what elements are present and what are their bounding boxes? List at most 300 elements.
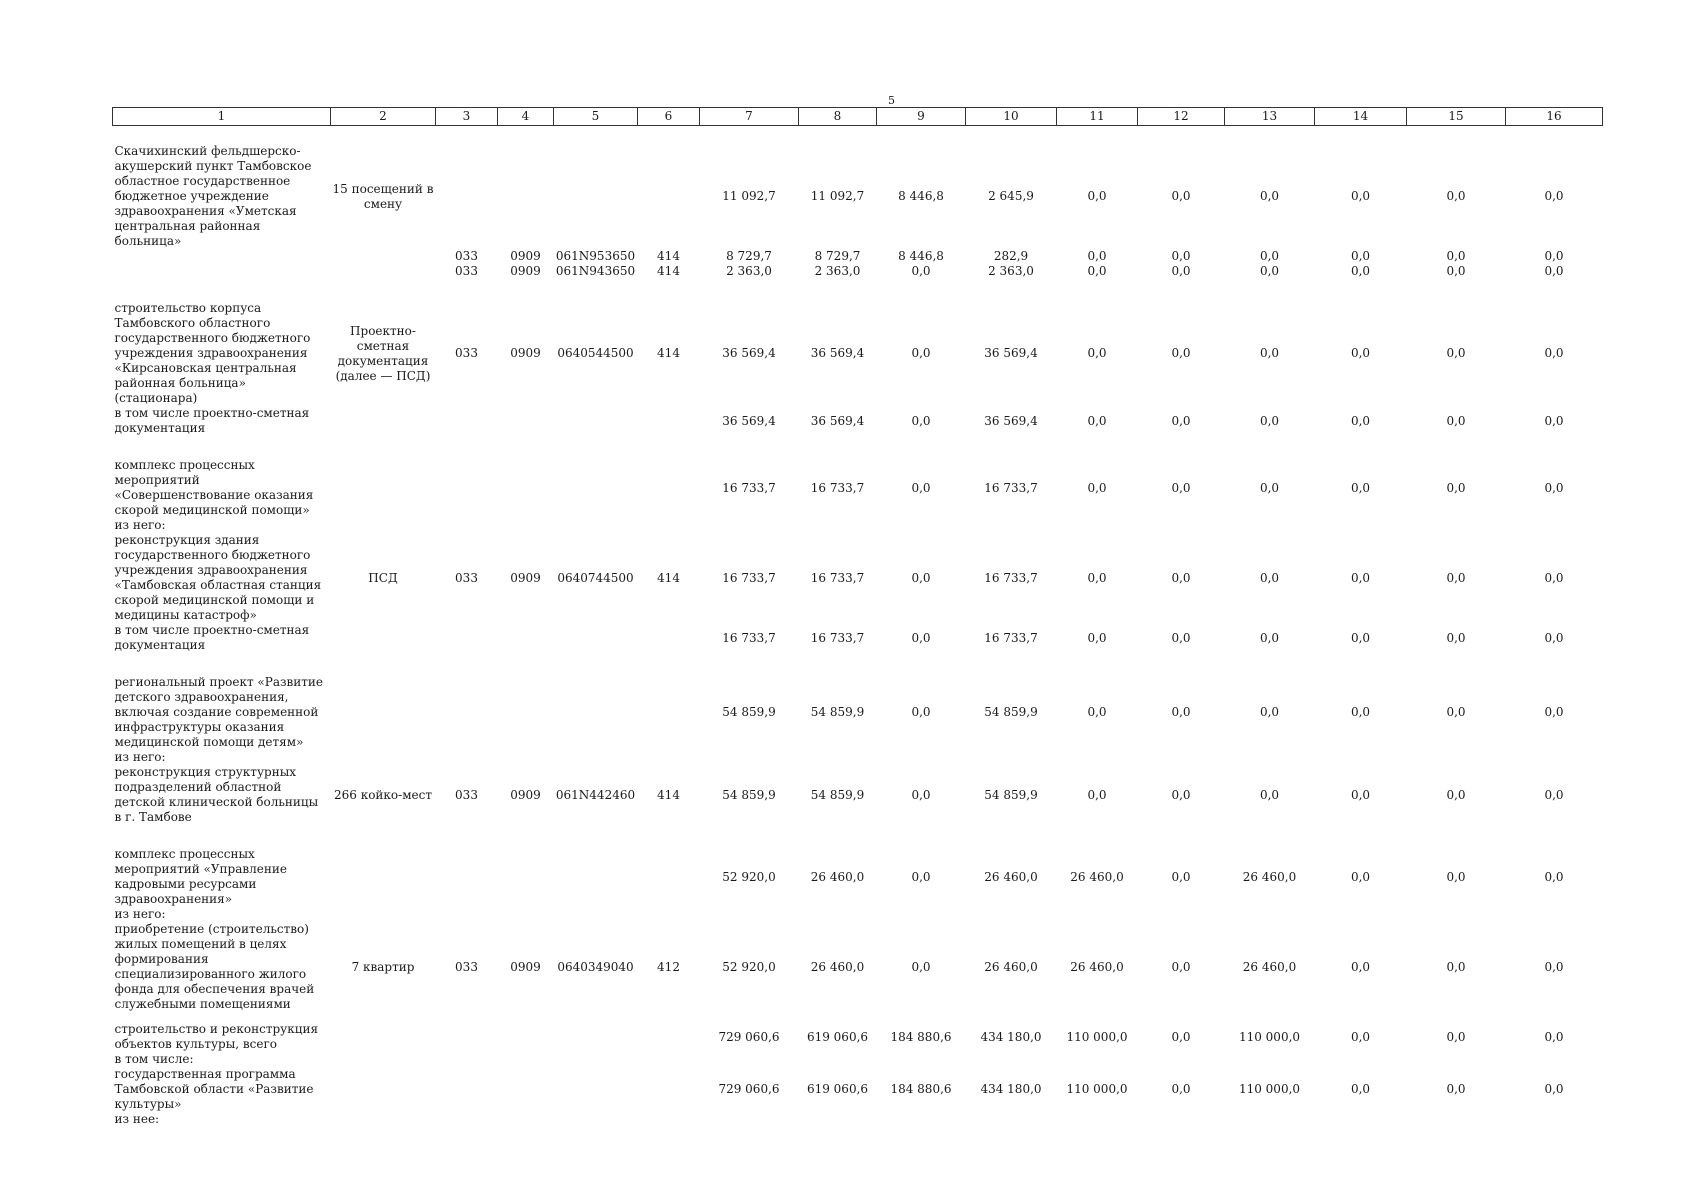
table-cell-col-15: 0,0 [1446, 787, 1466, 802]
table-cell-col-16 [1506, 750, 1603, 765]
table-row [113, 847, 1603, 907]
table-cell-col-12 [1138, 1052, 1225, 1067]
table-cell-col-3: 033 [455, 959, 478, 974]
table-cell-col-15 [1407, 750, 1506, 765]
table-cell-col-10 [966, 907, 1057, 922]
table-cell-col-12: 0,0 [1171, 1029, 1191, 1044]
column-header-1: 1 [113, 108, 331, 126]
table-cell-col-4: 0909 [510, 249, 541, 263]
table-cell-col-16: 0,0 [1544, 1029, 1564, 1044]
table-cell-col-15: 0,0 [1446, 346, 1466, 360]
table-cell-col-3: 033 [455, 787, 478, 802]
table-cell-col-7 [700, 518, 799, 533]
table-row [113, 765, 1603, 825]
table-cell-col-8: 54 859,9 [810, 787, 865, 802]
table-cell-col-13 [1225, 907, 1315, 922]
table-cell-col-16: 0,0 [1544, 249, 1564, 263]
row-label: в том числе: [114, 1052, 194, 1066]
table-cell-col-6 [638, 623, 700, 653]
row-spacer [113, 436, 1603, 458]
table-cell-col-10: 36 569,4 [984, 346, 1038, 360]
table-cell-col-16: 0,0 [1544, 630, 1564, 645]
table-cell-col-3 [436, 406, 498, 436]
table-cell-col-16: 0,0 [1544, 570, 1564, 585]
table-cell-col-13: 0,0 [1259, 189, 1280, 203]
table-cell-col-6 [638, 1052, 700, 1067]
table-cell-col-11 [1057, 1052, 1138, 1067]
table-cell-col-14: 0,0 [1350, 570, 1371, 585]
table-cell-col-7: 11 092,7 [722, 189, 776, 203]
table-cell-col-10 [966, 1112, 1057, 1127]
table-cell-col-7: 52 920,0 [722, 869, 776, 884]
table-cell-col-9 [877, 1112, 966, 1127]
table-cell-col-8 [799, 907, 877, 922]
table-cell-col-15: 0,0 [1446, 480, 1466, 495]
table-cell-col-14: 0,0 [1350, 346, 1371, 360]
table-cell-col-9: 0,0 [911, 787, 931, 802]
table-cell-col-9: 8 446,8 [898, 249, 944, 263]
table-cell-col-8: 11 092,7 [810, 189, 865, 203]
table-cell-col-10: 54 859,9 [984, 705, 1038, 719]
table-cell-col-14: 0,0 [1350, 959, 1371, 974]
table-cell-col-4 [498, 675, 554, 750]
table-cell-col-7: 16 733,7 [722, 480, 776, 495]
table-cell-col-4 [498, 750, 554, 765]
table-cell-col-12 [1138, 750, 1225, 765]
row-label: из него: [114, 750, 166, 764]
table-cell-col-14: 0,0 [1350, 869, 1371, 884]
row-spacer-cell [113, 436, 1603, 458]
column-header-11: 11 [1057, 108, 1138, 126]
table-cell-col-6: 414 [657, 264, 680, 278]
table-cell-col-5: 0640544500 [557, 346, 634, 360]
table-cell-col-8: 8 729,7 [814, 249, 861, 263]
table-cell-col-8 [799, 1052, 877, 1067]
table-cell-col-2 [331, 750, 436, 765]
table-cell-col-16: 0,0 [1544, 705, 1564, 719]
table-cell-col-12: 0,0 [1171, 1082, 1191, 1096]
table-row [113, 907, 1603, 922]
table-cell-col-4: 0909 [510, 264, 541, 278]
table-cell-col-13: 0,0 [1259, 249, 1280, 263]
table-cell-col-12: 0,0 [1171, 787, 1191, 802]
row-label: региональный проект «Развитие детского здравоохранения, включая создание современной инфраструктуры оказания медицинской помощи детям» [114, 675, 324, 749]
table-row [113, 249, 1603, 264]
table-cell-col-10: 16 733,7 [984, 570, 1038, 585]
table-cell-col-15 [1407, 907, 1506, 922]
table-cell-col-15 [1407, 518, 1506, 533]
table-cell-col-5 [554, 518, 638, 533]
table-cell-col-3 [436, 518, 498, 533]
table-cell-col-2 [331, 249, 436, 264]
table-cell-col-8: 54 859,9 [810, 705, 865, 719]
table-cell-col-7: 16 733,7 [722, 570, 776, 585]
table-cell-col-14: 0,0 [1350, 413, 1371, 428]
table-cell-col-10: 36 569,4 [984, 413, 1038, 428]
table-cell-col-2 [331, 458, 436, 518]
table-cell-col-15: 0,0 [1446, 413, 1466, 428]
table-row [113, 301, 1603, 406]
table-cell-col-2: Проектно-сметная документация (далее — ПСД) [335, 323, 431, 383]
table-cell-col-9: 0,0 [911, 346, 931, 360]
column-header-4: 4 [498, 108, 554, 126]
table-row [113, 518, 1603, 533]
table-cell-col-11: 0,0 [1087, 264, 1107, 278]
table-cell-col-13: 0,0 [1259, 346, 1280, 360]
row-label: государственная программа Тамбовской области «Развитие культуры» [114, 1067, 314, 1111]
table-cell-col-12: 0,0 [1171, 264, 1191, 278]
table-cell-col-11 [1057, 907, 1138, 922]
table-cell-col-9: 0,0 [911, 413, 931, 428]
table-row [113, 675, 1603, 750]
table-cell-col-14: 0,0 [1350, 787, 1371, 802]
row-spacer [113, 653, 1603, 675]
budget-table [112, 107, 1603, 1127]
table-cell-col-6 [638, 458, 700, 518]
table-cell-col-9: 0,0 [911, 959, 931, 974]
table-cell-col-15: 0,0 [1446, 189, 1466, 203]
table-cell-col-12 [1138, 518, 1225, 533]
row-label: приобретение (строительство) жилых помещений в целях формирования специализированного жилого фонда для обеспечения врачей служебными помещениями [114, 922, 315, 1011]
table-cell-col-13: 0,0 [1259, 787, 1280, 802]
table-cell-col-9: 184 880,6 [890, 1029, 952, 1044]
table-cell-col-7 [700, 1112, 799, 1127]
table-cell-col-2 [331, 1052, 436, 1067]
table-cell-col-5 [554, 675, 638, 750]
table-cell-col-5 [554, 144, 638, 249]
table-cell-col-16: 0,0 [1544, 264, 1564, 278]
row-label [113, 264, 331, 279]
table-cell-col-16: 0,0 [1544, 480, 1564, 495]
table-cell-col-15: 0,0 [1446, 1082, 1466, 1096]
table-cell-col-4: 0909 [510, 787, 541, 802]
row-label: из него: [114, 907, 166, 921]
table-cell-col-14: 0,0 [1350, 249, 1371, 263]
table-cell-col-5: 061N442460 [555, 787, 636, 802]
table-cell-col-8: 16 733,7 [810, 480, 865, 495]
row-label: в том числе проектно-сметная документация [114, 406, 310, 435]
table-cell-col-13: 110 000,0 [1238, 1029, 1301, 1044]
table-cell-col-11: 0,0 [1087, 705, 1107, 719]
row-spacer [113, 279, 1603, 301]
table-cell-col-16 [1506, 907, 1603, 922]
table-cell-col-5 [554, 847, 638, 907]
table-cell-col-13: 26 460,0 [1242, 869, 1297, 884]
table-cell-col-2 [331, 907, 436, 922]
row-label: из него: [114, 518, 166, 532]
table-cell-col-15 [1407, 1052, 1506, 1067]
table-cell-col-12: 0,0 [1171, 869, 1191, 884]
row-label: строительство корпуса Тамбовского областного государственного бюджетного учреждения здравоохранения «Кирсановская центральная районная больница» (стационара) [114, 301, 311, 405]
table-row [113, 1067, 1603, 1112]
row-spacer [113, 126, 1603, 145]
table-cell-col-8 [799, 518, 877, 533]
table-cell-col-5 [554, 1052, 638, 1067]
table-cell-col-5 [554, 750, 638, 765]
table-cell-col-9: 0,0 [911, 264, 931, 278]
table-cell-col-9 [877, 750, 966, 765]
table-cell-col-6: 414 [657, 570, 680, 585]
table-row [113, 458, 1603, 518]
table-cell-col-9: 0,0 [911, 570, 931, 585]
column-header-12: 12 [1138, 108, 1225, 126]
table-cell-col-14 [1315, 1052, 1407, 1067]
table-cell-col-8 [799, 750, 877, 765]
column-number-header [113, 108, 1603, 126]
table-cell-col-12 [1138, 1112, 1225, 1127]
row-spacer [113, 825, 1603, 847]
table-cell-col-10: 434 180,0 [980, 1082, 1042, 1096]
table-cell-col-12: 0,0 [1171, 189, 1191, 203]
table-cell-col-16 [1506, 518, 1603, 533]
table-cell-col-6 [638, 750, 700, 765]
table-cell-col-3 [436, 1052, 498, 1067]
table-cell-col-13: 0,0 [1259, 264, 1280, 278]
table-cell-col-6 [638, 1067, 700, 1112]
table-cell-col-16: 0,0 [1544, 346, 1564, 360]
table-cell-col-13: 0,0 [1259, 413, 1280, 428]
table-cell-col-3: 033 [455, 249, 478, 263]
table-cell-col-13: 110 000,0 [1238, 1082, 1301, 1096]
table-cell-col-7 [700, 907, 799, 922]
table-cell-col-14: 0,0 [1350, 705, 1371, 719]
table-cell-col-6: 414 [657, 346, 680, 360]
table-cell-col-14: 0,0 [1350, 264, 1371, 278]
table-cell-col-15: 0,0 [1446, 869, 1466, 884]
row-spacer-cell [113, 825, 1603, 847]
table-cell-col-16: 0,0 [1544, 869, 1564, 884]
table-cell-col-12: 0,0 [1171, 705, 1191, 719]
table-cell-col-4 [498, 907, 554, 922]
table-cell-col-15: 0,0 [1446, 630, 1466, 645]
table-cell-col-12: 0,0 [1171, 959, 1191, 974]
table-row [113, 533, 1603, 623]
table-row [113, 144, 1603, 249]
table-cell-col-14: 0,0 [1350, 189, 1371, 203]
column-header-14: 14 [1315, 108, 1407, 126]
table-cell-col-15: 0,0 [1446, 570, 1466, 585]
table-cell-col-6 [638, 675, 700, 750]
table-cell-col-13 [1225, 750, 1315, 765]
row-label: Скачихинский фельдшерско-акушерский пункт Тамбовское областное государственное бюджетное учреждение здравоохранения «Уметская центральная районная больница» [114, 144, 312, 248]
table-cell-col-5: 061N943650 [555, 264, 636, 278]
table-cell-col-12: 0,0 [1171, 480, 1191, 495]
table-cell-col-10: 2 645,9 [988, 189, 1034, 203]
column-header-2: 2 [331, 108, 436, 126]
table-cell-col-14 [1315, 518, 1407, 533]
table-cell-col-12: 0,0 [1171, 630, 1191, 645]
table-cell-col-11 [1057, 518, 1138, 533]
column-header-16: 16 [1506, 108, 1603, 126]
table-row [113, 406, 1603, 436]
table-row [113, 264, 1603, 279]
table-cell-col-5: 0640349040 [557, 959, 634, 974]
table-cell-col-4: 0909 [510, 346, 541, 360]
table-cell-col-11: 26 460,0 [1070, 959, 1124, 974]
table-cell-col-16: 0,0 [1544, 413, 1564, 428]
table-body [113, 126, 1603, 1128]
row-label [113, 249, 331, 264]
table-cell-col-13: 0,0 [1259, 705, 1280, 719]
table-cell-col-9: 0,0 [911, 630, 931, 645]
table-cell-col-11: 0,0 [1087, 413, 1107, 428]
table-cell-col-9: 0,0 [911, 480, 931, 495]
table-cell-col-13: 0,0 [1259, 630, 1280, 645]
table-cell-col-16: 0,0 [1544, 787, 1564, 802]
table-cell-col-2 [331, 1022, 436, 1052]
table-cell-col-6: 412 [657, 959, 680, 974]
table-cell-col-4 [498, 1052, 554, 1067]
table-cell-col-4 [498, 458, 554, 518]
table-cell-col-11: 0,0 [1087, 346, 1107, 360]
row-label: реконструкция здания государственного бюджетного учреждения здравоохранения «Тамбовская областная станция скорой медицинской помощи и медицины катастроф» [114, 533, 322, 622]
table-cell-col-9: 0,0 [911, 869, 931, 884]
table-cell-col-2 [331, 623, 436, 653]
table-cell-col-3 [436, 847, 498, 907]
table-cell-col-13: 26 460,0 [1242, 959, 1297, 974]
table-cell-col-4 [498, 406, 554, 436]
table-cell-col-11: 0,0 [1087, 249, 1107, 263]
column-header-15: 15 [1407, 108, 1506, 126]
table-cell-col-11: 110 000,0 [1066, 1029, 1128, 1044]
table-cell-col-3 [436, 675, 498, 750]
table-cell-col-13 [1225, 1052, 1315, 1067]
table-cell-col-8: 16 733,7 [810, 630, 865, 645]
table-cell-col-11 [1057, 1112, 1138, 1127]
table-row [113, 750, 1603, 765]
table-cell-col-3: 033 [455, 264, 478, 278]
table-cell-col-15: 0,0 [1446, 1029, 1466, 1044]
table-cell-col-16: 0,0 [1544, 959, 1564, 974]
table-row [113, 1112, 1603, 1127]
table-cell-col-6 [638, 847, 700, 907]
row-label: комплекс процессных мероприятий «Управление кадровыми ресурсами здравоохранения» [114, 847, 287, 906]
table-cell-col-8: 16 733,7 [810, 570, 865, 585]
row-label: в том числе проектно-сметная документация [114, 623, 310, 652]
table-cell-col-4 [498, 1067, 554, 1112]
table-cell-col-6 [638, 907, 700, 922]
table-row [113, 1052, 1603, 1067]
table-cell-col-14 [1315, 907, 1407, 922]
table-cell-col-10: 26 460,0 [984, 959, 1038, 974]
table-cell-col-10 [966, 518, 1057, 533]
table-row [113, 1022, 1603, 1052]
table-cell-col-8: 36 569,4 [810, 413, 865, 428]
table-cell-col-2: ПСД [368, 570, 398, 585]
table-cell-col-11: 0,0 [1087, 570, 1107, 585]
table-cell-col-10: 282,9 [993, 249, 1029, 263]
table-cell-col-5 [554, 458, 638, 518]
table-cell-col-2 [331, 406, 436, 436]
table-cell-col-7: 729 060,6 [718, 1082, 780, 1096]
table-cell-col-13 [1225, 518, 1315, 533]
column-header-9: 9 [877, 108, 966, 126]
table-cell-col-8: 619 060,6 [806, 1082, 869, 1096]
header-row [113, 108, 1603, 126]
table-cell-col-12: 0,0 [1171, 570, 1191, 585]
table-cell-col-14: 0,0 [1350, 1082, 1371, 1096]
column-header-10: 10 [966, 108, 1057, 126]
row-spacer-cell [113, 653, 1603, 675]
table-cell-col-4 [498, 144, 554, 249]
table-cell-col-9 [877, 518, 966, 533]
table-cell-col-2 [331, 264, 436, 279]
table-cell-col-11: 0,0 [1087, 480, 1107, 495]
table-cell-col-5 [554, 623, 638, 653]
table-cell-col-5 [554, 1067, 638, 1112]
table-cell-col-11: 0,0 [1087, 189, 1107, 203]
table-row [113, 922, 1603, 1012]
table-cell-col-7: 54 859,9 [722, 705, 776, 719]
table-cell-col-14 [1315, 750, 1407, 765]
row-label: из нее: [114, 1112, 160, 1126]
table-cell-col-5 [554, 907, 638, 922]
table-cell-col-16: 0,0 [1544, 1082, 1564, 1096]
table-cell-col-5: 061N953650 [555, 249, 636, 263]
table-cell-col-11: 0,0 [1087, 787, 1107, 802]
table-cell-col-11: 0,0 [1087, 630, 1107, 645]
table-cell-col-14: 0,0 [1350, 480, 1371, 495]
table-cell-col-6 [638, 144, 700, 249]
table-cell-col-16 [1506, 1052, 1603, 1067]
row-spacer-cell [113, 126, 1603, 145]
table-cell-col-12: 0,0 [1171, 413, 1191, 428]
table-cell-col-3 [436, 623, 498, 653]
table-cell-col-3 [436, 1067, 498, 1112]
table-cell-col-5 [554, 1022, 638, 1052]
table-cell-col-4 [498, 847, 554, 907]
table-cell-col-10: 54 859,9 [984, 787, 1038, 802]
table-cell-col-6 [638, 1022, 700, 1052]
table-cell-col-3 [436, 1112, 498, 1127]
column-header-13: 13 [1225, 108, 1315, 126]
table-cell-col-7: 36 569,4 [722, 346, 776, 360]
table-cell-col-2: 15 посещений в смену [332, 181, 434, 211]
table-cell-col-2: 266 койко-мест [333, 787, 432, 802]
table-cell-col-4: 0909 [510, 570, 541, 585]
table-cell-col-8 [799, 1112, 877, 1127]
table-cell-col-6 [638, 1112, 700, 1127]
table-row [113, 623, 1603, 653]
table-cell-col-10: 26 460,0 [984, 869, 1038, 884]
table-cell-col-15: 0,0 [1446, 959, 1466, 974]
table-cell-col-15 [1407, 1112, 1506, 1127]
table-cell-col-15: 0,0 [1446, 264, 1466, 278]
table-cell-col-15: 0,0 [1446, 249, 1466, 263]
table-cell-col-13 [1225, 1112, 1315, 1127]
table-cell-col-10 [966, 1052, 1057, 1067]
table-cell-col-5 [554, 406, 638, 436]
table-cell-col-7: 729 060,6 [718, 1029, 780, 1044]
table-cell-col-11: 26 460,0 [1070, 869, 1124, 884]
table-cell-col-6 [638, 518, 700, 533]
table-cell-col-4 [498, 1022, 554, 1052]
table-cell-col-5 [554, 1112, 638, 1127]
table-cell-col-2 [331, 675, 436, 750]
table-cell-col-16 [1506, 1112, 1603, 1127]
table-cell-col-9 [877, 1052, 966, 1067]
page-number: 5 [888, 94, 895, 107]
table-cell-col-15: 0,0 [1446, 705, 1466, 719]
table-cell-col-2: 7 квартир [351, 959, 415, 974]
column-header-8: 8 [799, 108, 877, 126]
row-label: комплекс процессных мероприятий «Совершенствование оказания скорой медицинской помощи» [114, 458, 314, 517]
table-cell-col-4: 0909 [510, 959, 541, 974]
table-cell-col-12 [1138, 907, 1225, 922]
table-cell-col-3 [436, 144, 498, 249]
table-cell-col-9: 184 880,6 [890, 1082, 952, 1096]
row-spacer [113, 1012, 1603, 1022]
